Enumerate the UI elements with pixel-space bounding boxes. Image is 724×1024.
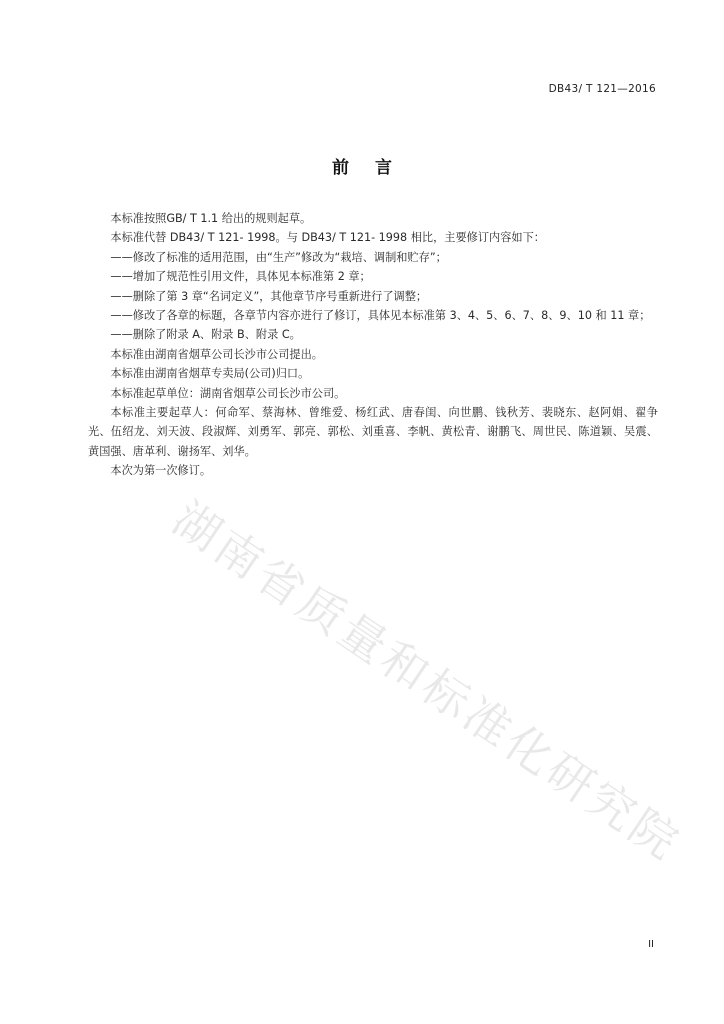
page-title: 前言 — [332, 158, 418, 178]
change-item-titles: ——修改了各章的标题，各章节内容亦进行了修订，具体见本标准第 3、4、5、6、7、8、9、10 和 11 章； — [110, 309, 651, 323]
foreword-body — [88, 209, 658, 481]
change-item-appendices: ——删除了附录 A、附录 B、附录 C。 — [110, 328, 301, 342]
change-item-definitions: ——删除了第 3 章“名词定义”，其他章节序号重新进行了调整； — [110, 289, 428, 303]
change-item-references: ——增加了规范性引用文件，具体见本标准第 2 章； — [110, 270, 371, 284]
watermark-stamp: 湖南省质量和标准化研究院 — [163, 491, 691, 872]
paragraph-drafting-rules: 本标准按照GB/ T 1.1 给出的规则起草。 — [110, 212, 312, 225]
paragraph-proposed-by: 本标准由湖南省烟草公司长沙市公司提出。 — [110, 347, 323, 361]
page-number: II — [648, 939, 654, 950]
document-code: DB43/ T 121—2016 — [548, 83, 656, 95]
paragraph-replaces: 本标准代替 DB43/ T 121- 1998。与 DB43/ T 121- 1998 相比，主要修订内容如下： — [110, 231, 545, 245]
paragraph-drafters: 本标准主要起草人：何命军、蔡海林、曾维爱、杨红武、唐春闺、向世鹏、钱秋芳、裴晓东、赵阿娟、翟争光、伍绍龙、刘天波、段淑辉、刘勇军、郭亮、郭松、刘重喜、李帆、黄松青、谢鹏飞、周世民、陈道颖、吴震、黄国强、唐革利、谢扬军、刘华。 — [88, 406, 658, 458]
paragraph-revision-note: 本次为第一次修订。 — [110, 464, 212, 478]
paragraph-drafting-unit: 本标准起草单位：湖南省烟草公司长沙市公司。 — [110, 386, 346, 400]
paragraph-administered-by: 本标准由湖南省烟草专卖局(公司)归口。 — [110, 367, 310, 381]
change-item-scope: ——修改了标准的适用范围，由“生产”修改为“栽培、调制和贮存”； — [110, 250, 447, 264]
